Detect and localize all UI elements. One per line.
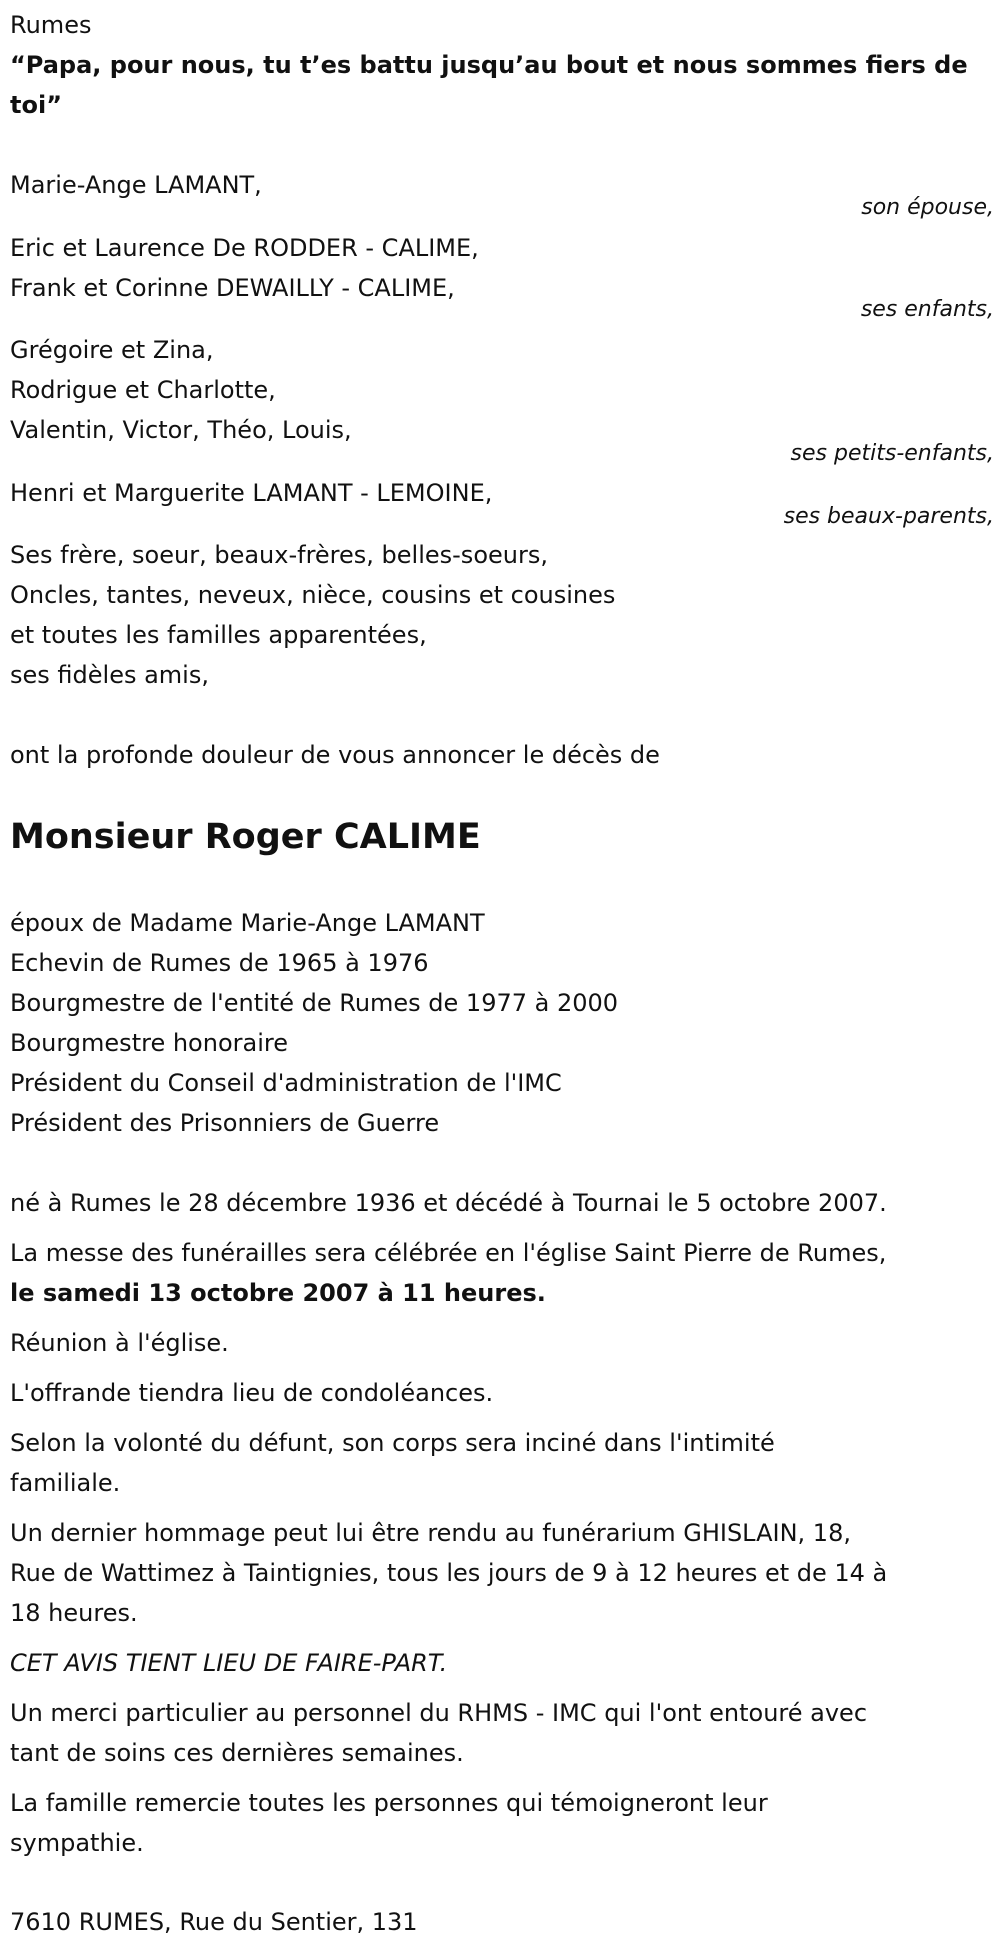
family-name: Henri et Marguerite LAMANT - LEMOINE, [10, 479, 493, 507]
thanks-line: sympathie. [10, 1829, 144, 1857]
thanks-line: La famille remercie toutes les personnes qui témoigneront leur [10, 1789, 768, 1817]
thanks-line: tant de soins ces dernières semaines. [10, 1739, 464, 1767]
meeting: Réunion à l'église. [10, 1329, 229, 1357]
title-line: Bourgmestre de l'entité de Rumes de 1977 à 2000 [10, 989, 619, 1017]
relatives-line: Oncles, tantes, neveux, nièce, cousins et cousines [10, 581, 616, 609]
title-line: Bourgmestre honoraire [10, 1029, 288, 1057]
title-line: Président des Prisonniers de Guerre [10, 1109, 440, 1137]
family-name: Marie-Ange LAMANT, [10, 171, 262, 199]
funeral-line: La messe des funérailles sera célébrée en l'église Saint Pierre de Rumes, [10, 1239, 887, 1267]
tribute-line: Un dernier hommage peut lui être rendu au funérarium GHISLAIN, 18, [10, 1519, 851, 1547]
family-role: ses enfants, [860, 297, 994, 322]
tribute-line: 18 heures. [10, 1599, 138, 1627]
family-name: Rodrigue et Charlotte, [10, 376, 276, 404]
family-role: son épouse, [861, 195, 994, 220]
announcement: ont la profonde douleur de vous annoncer le décès de [10, 741, 660, 769]
deceased-name: Monsieur Roger CALIME [10, 817, 481, 857]
funeral-info [10, 1233, 994, 1313]
thanks-all [10, 1783, 994, 1863]
address: 7610 RUMES, Rue du Sentier, 131 [10, 1908, 418, 1936]
other-relatives [10, 535, 994, 695]
cremation-line: Selon la volonté du défunt, son corps sera inciné dans l'intimité [10, 1429, 775, 1457]
quote [10, 45, 994, 125]
title-line: Président du Conseil d'administration de l'IMC [10, 1069, 562, 1097]
relatives-line: et toutes les familles apparentées, [10, 621, 427, 649]
quote-line: “Papa, pour nous, tu t’es battu jusqu’au bout et nous sommes fiers de [10, 51, 968, 79]
tribute-line: Rue de Wattimez à Taintignies, tous les jours de 9 à 12 heures et de 14 à [10, 1559, 888, 1587]
cremation [10, 1423, 994, 1503]
tribute [10, 1513, 994, 1633]
birth-death: né à Rumes le 28 décembre 1936 et décédé à Tournai le 5 octobre 2007. [10, 1189, 887, 1217]
cremation-line: familiale. [10, 1469, 121, 1497]
family-name: Valentin, Victor, Théo, Louis, [10, 416, 352, 444]
relatives-line: Ses frère, soeur, beaux-frères, belles-soeurs, [10, 541, 548, 569]
thanks-staff [10, 1693, 994, 1773]
quote-line: toi” [10, 91, 62, 119]
title-line: Echevin de Rumes de 1965 à 1976 [10, 949, 429, 977]
notice: CET AVIS TIENT LIEU DE FAIRE-PART. [10, 1649, 448, 1677]
family-grandchildren [10, 330, 994, 466]
place: Rumes [10, 11, 92, 39]
family-name: Eric et Laurence De RODDER - CALIME, [10, 234, 479, 262]
relatives-line: ses fidèles amis, [10, 661, 209, 689]
offering: L'offrande tiendra lieu de condoléances. [10, 1379, 494, 1407]
thanks-line: Un merci particulier au personnel du RHMS - IMC qui l'ont entouré avec [10, 1699, 868, 1727]
family-children [10, 228, 994, 322]
deceased-titles [10, 903, 994, 1143]
title-line: époux de Madame Marie-Ange LAMANT [10, 909, 485, 937]
family-name: Frank et Corinne DEWAILLY - CALIME, [10, 274, 455, 302]
family-parents-in-law [10, 473, 994, 529]
family-name: Grégoire et Zina, [10, 336, 214, 364]
funeral-date: le samedi 13 octobre 2007 à 11 heures. [10, 1279, 546, 1307]
family-role: ses beaux-parents, [783, 504, 994, 529]
family-spouse [10, 165, 994, 220]
family-role: ses petits-enfants, [790, 441, 994, 466]
